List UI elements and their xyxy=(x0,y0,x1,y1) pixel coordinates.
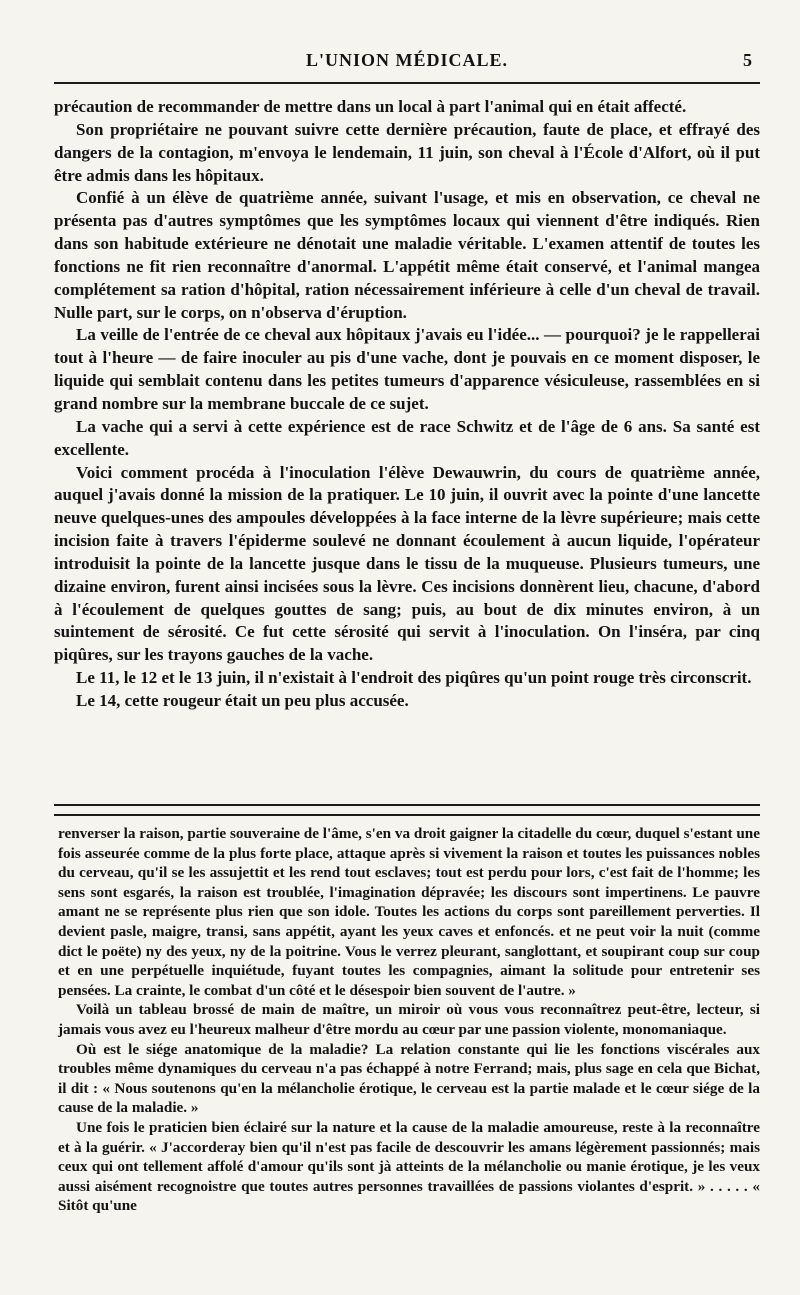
main-article-body xyxy=(54,96,760,713)
main-paragraph-7: Le 11, le 12 et le 13 juin, il n'existait à l'endroit des piqûres qu'un point rouge très circonscrit. xyxy=(76,668,752,688)
main-paragraph-6: Voici comment procéda à l'inoculation l'élève Dewauwrin, du cours de quatrième année, auquel j'avais donné la mission de la pratiquer. Le 10 juin, il ouvrit avec la pointe d'une lancette neuve quelques-unes des ampoules développées à la face interne de la lèvre supérieure; mais cette incision faite à travers l'épiderme soulevé ne donnant écoulement à aucun liquide, l'opérateur introduisit la pointe de la lancette jusque dans le tissu de la muqueuse. Plusieurs tumeurs, une dizaine environ, furent ainsi incisées sous la lèvre. Ces incisions donnèrent lieu, chacune, d'abord à l'écoulement de quelques gouttes de sang; puis, au bout de dix minutes environ, à un suintement de sérosité. Ce fut cette sérosité qui servit à l'inoculation. On l'inséra, par cinq piqûres, sur les trayons gauches de la vache. xyxy=(54,462,760,665)
feuilleton-paragraph-1: renverser la raison, partie souveraine de l'âme, s'en va droit gaigner la citadelle du cœur, duquel s'estant une fois asseurée comme de la plus forte place, attaque après si vivement la raison et toutes les puissances nobles du cerveau, qu'il se les assujettit et les rend tout esclaves; tout est perdu pour lors, c'est fait de l'homme; les sens sont esgarés, la raison est troublée, l'imagination dépravée; les discours sont impertinens. Le pauvre amant ne se représente plus rien que son idole. Toutes les actions du corps sont pareillement perverties. Il devient pasle, maigre, transi, sans appétit, ayant les yeux caves et enfoncés. et ne peut voir la nuit (comme dict le poëte) ny des yeux, ny de la poitrine. Vous le verrez pleurant, sanglottant, et soupirant coup sur coup et en une perpétuelle inquiétude, fuyant toutes les compagnies, aimant la solitude pour entretenir ses pensées. La crainte, le combat d'un côté et le désespoir bien souvent de l'autre. » xyxy=(58,825,760,999)
main-paragraph-3: Confié à un élève de quatrième année, suivant l'usage, et mis en observation, ce cheval ne présenta pas d'autres symptômes que les symptômes locaux qui viennent d'être indiqués. Rien dans son habitude extérieure ne dénotait une maladie véritable. L'examen attentif de toutes les fonctions ne fit rien reconnaître d'anormal. L'appétit même était conservé, et l'animal mangea complétement sa ration d'hôpital, ration nécessairement inférieure à celle d'un cheval de travail. Nulle part, sur le corps, on n'observa d'éruption. xyxy=(54,188,760,322)
feuilleton-body xyxy=(58,824,760,1216)
page-header xyxy=(54,44,760,78)
header-rule xyxy=(54,82,760,84)
feuilleton-paragraph-4: Une fois le praticien bien éclairé sur la nature et la cause de la maladie amoureuse, reste à la reconnaître et à la guérir. « J'accorderay bien qu'il n'est pas facile de descouvrir les amans légèrement passionnés; mais ceux qui ont tellement affolé d'amour qu'ils sont jà atteints de la mélancholie ou manie érotique, je les veux aussi aisément recognoistre que toutes autres personnes travaillées de passions violantes d'esprit. » . . . . . « Sitôt qu'une xyxy=(58,1118,760,1215)
main-paragraph-5: La vache qui a servi à cette expérience est de race Schwitz et de l'âge de 6 ans. Sa santé est excellente. xyxy=(54,416,760,459)
main-paragraph-8: Le 14, cette rougeur était un peu plus accusée. xyxy=(76,690,409,710)
main-paragraph-4: La veille de l'entrée de ce cheval aux hôpitaux j'avais eu l'idée... — pourquoi? je le rappellerai tout à l'heure — de faire inoculer au pis d'une vache, dont je pouvais en ce moment disposer, le liquide qui semblait contenu dans les petites tumeurs d'apparence vésiculeuse, rassemblées en si grand nombre sur la membrane buccale de ce sujet. xyxy=(54,325,760,413)
feuilleton-paragraph-3: Où est le siége anatomique de la maladie? La relation constante qui lie les fonctions viscérales aux troubles même dynamiques du cerveau n'a pas échappé à notre Ferrand; mais, plus sage en cela que Bichat, il dit : « Nous soutenons qu'en la mélancholie érotique, le cerveau est la partie malade et le cœur siége de la cause de la maladie. » xyxy=(58,1040,760,1117)
feuilleton-divider xyxy=(54,804,760,816)
page-number: 5 xyxy=(743,50,752,70)
main-paragraph-1: précaution de recommander de mettre dans un local à part l'animal qui en était affecté. xyxy=(54,97,687,116)
feuilleton-paragraph-2: Voilà un tableau brossé de main de maître, un miroir où vous vous reconnaîtrez peut-être, lecteur, si jamais vous avez eu l'heureux malheur d'être mordu au cœur par une passion violente, monomaniaque. xyxy=(58,1001,760,1038)
main-paragraph-2: Son propriétaire ne pouvant suivre cette dernière précaution, faute de place, et effrayé des dangers de la contagion, m'envoya le lendemain, 11 juin, son cheval à l'École d'Alfort, où il put être admis dans les hôpitaux. xyxy=(54,119,760,185)
running-title: L'UNION MÉDICALE. xyxy=(305,50,509,70)
